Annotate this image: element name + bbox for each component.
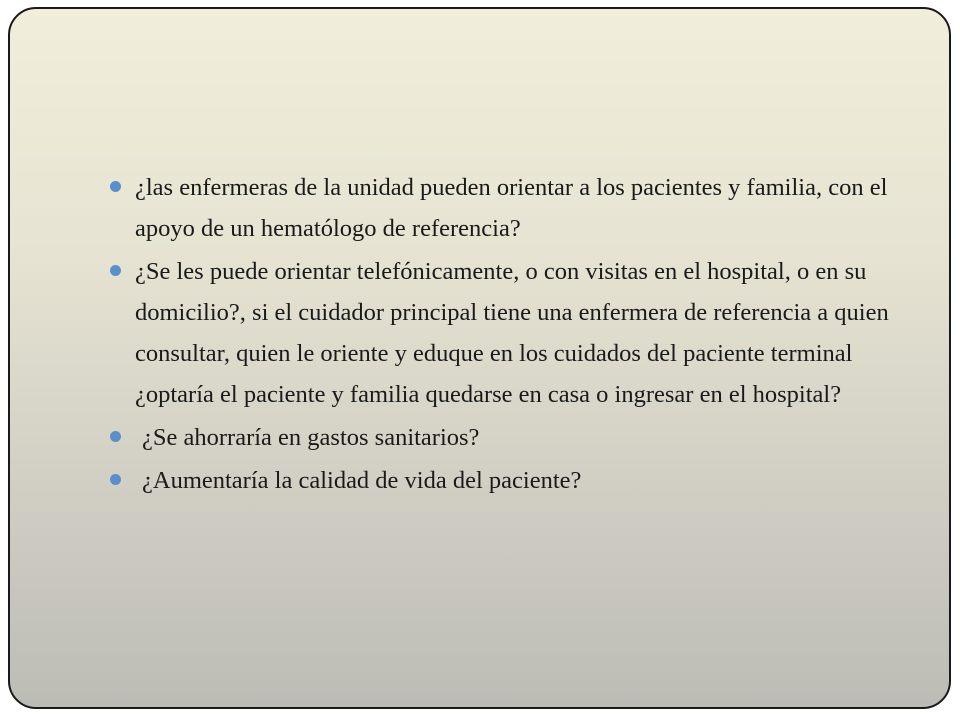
- bullet-text: ¿Aumentaría la calidad de vida del paciente?: [142, 467, 582, 494]
- bullet-item: [110, 460, 910, 501]
- slide: [8, 7, 951, 709]
- bullet-dot-icon: [110, 474, 121, 485]
- bullet-text: ¿las enfermeras de la unidad pueden orientar a los pacientes y familia, con el apoyo de un hematólogo de referencia?: [135, 174, 888, 242]
- bullet-list: [110, 167, 910, 503]
- bullet-text: ¿Se ahorraría en gastos sanitarios?: [142, 424, 480, 451]
- bullet-text: ¿Se les puede orientar telefónicamente, o con visitas en el hospital, o en su domicilio?, si el cuidador principal tiene una enfermera de referencia a quien consultar, quien le oriente y eduque en los cuidados del paciente terminal ¿optaría el paciente y familia quedarse en casa o ingresar en el hospital?: [135, 258, 889, 408]
- bullet-dot-icon: [110, 265, 121, 276]
- bullet-dot-icon: [110, 181, 121, 192]
- bullet-dot-icon: [110, 431, 121, 442]
- bullet-item: [110, 251, 910, 415]
- bullet-item: [110, 167, 910, 249]
- bullet-item: [110, 417, 910, 458]
